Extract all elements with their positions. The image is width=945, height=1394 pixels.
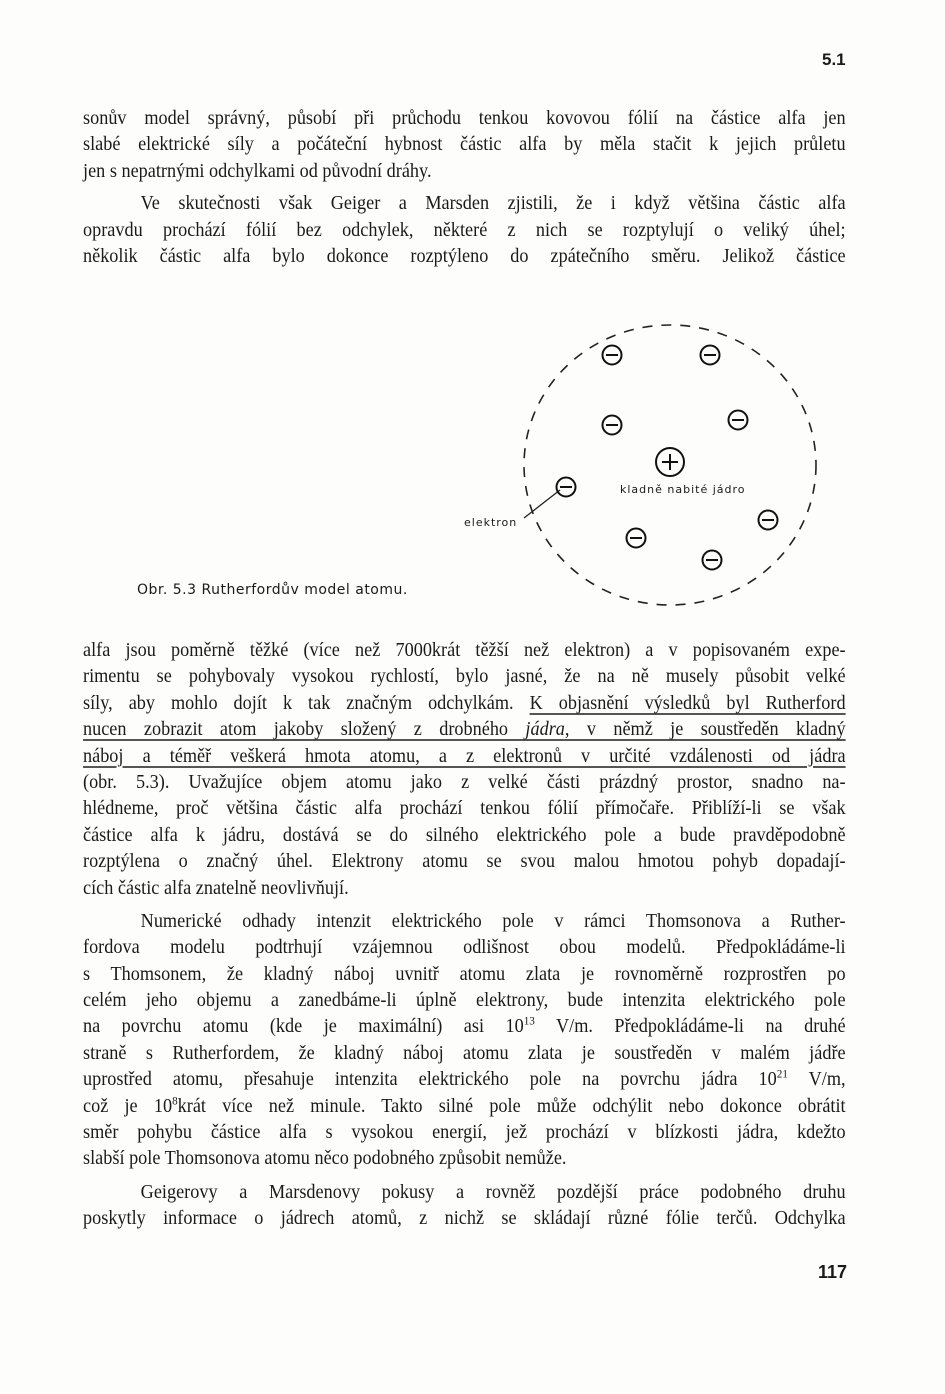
text-segment: (obr. 5.3). Uvažujíce objem atomu jako z velké části prázdný prostor, snadno na-	[83, 771, 846, 793]
text-segment: alfa jsou poměrně těžké (více než 7000krát těžší než elektron) a v popisovaném expe-	[83, 640, 846, 661]
text-segment: fordova modelu podtrhují vzájemnou odlišnost obou modelů. Předpokládáme-li	[83, 937, 846, 959]
rutherford-atom-figure	[0, 0, 945, 640]
text-line	[83, 796, 846, 822]
text-segment: sonův model správný, působí při průchodu tenkou kovovou fólií na částice alfa jen	[83, 108, 846, 129]
text-segment: krát více než minule. Takto silné pole může odchýlit nebo dokonce obrátit	[177, 1095, 846, 1117]
text-segment: jádra	[525, 719, 565, 741]
section-number: 5.1	[822, 50, 846, 69]
nucleus-label: kladně nabité jádro	[620, 483, 746, 496]
text-segment: opravdu prochází fólií bez odchylek, některé z nich se rozptylují o veliký úhel;	[83, 219, 846, 241]
paragraph	[83, 638, 846, 902]
text-segment: , v němž je soustředěn kladný	[564, 719, 846, 741]
superscript: 21	[776, 1066, 788, 1081]
text-segment: na povrchu atomu (kde je maximální) asi 10	[83, 1016, 524, 1038]
text-segment: což je 10	[83, 1095, 173, 1117]
electron-icon	[701, 346, 720, 365]
text-line	[83, 849, 846, 875]
text-segment: několik částic alfa bylo dokonce rozptýleno do zpátečního směru. Jelikož částice	[83, 245, 846, 267]
text-line	[83, 717, 846, 743]
text-line	[83, 1041, 846, 1067]
text-segment: rimentu se pohybovaly vysokou rychlostí, bylo jasné, že na ně musely působit velké	[83, 666, 846, 688]
figure-caption: Obr. 5.3 Rutherfordův model atomu.	[137, 582, 408, 598]
electron-icon	[603, 416, 622, 435]
text-segment: slabé elektrické síly a počáteční hybnost částic alfa by měla stačit k jejich průletu	[83, 134, 846, 156]
page-number: 117	[818, 1262, 848, 1282]
text-line	[83, 962, 846, 988]
text-segment: nucen zobrazit atom jakoby složený z drobného	[83, 719, 526, 741]
electron-icon	[729, 411, 748, 430]
text-segment: rozptýlena o značný úhel. Elektrony atomu se svou malou hmotou pohyb dopadají-	[83, 851, 846, 873]
text-line	[83, 988, 846, 1014]
text-line	[83, 664, 846, 690]
text-line	[83, 1014, 846, 1040]
text-line	[83, 1180, 846, 1206]
text-bottom	[83, 638, 846, 1233]
electron-icon	[627, 529, 646, 548]
superscript: 8	[172, 1093, 178, 1108]
text-segment: Numerické odhady intenzit elektrického pole v rámci Thomsonova a Ruther-	[140, 910, 846, 932]
text-segment: směr pohybu částice alfa s vysokou energií, jež prochází v blízkosti jádra, kdežto	[83, 1122, 846, 1144]
text-segment: V/m,	[787, 1069, 846, 1091]
text-segment: K objasnění výsledků byl Rutherford	[529, 692, 846, 714]
text-segment: cích částic alfa znatelně neovlivňují.	[83, 877, 349, 899]
electron-icon	[703, 551, 722, 570]
text-segment: hlédneme, proč většina částic alfa prochází tenkou fólií přímočaře. Přiblíží-li se však	[83, 798, 846, 820]
text-line	[83, 935, 846, 961]
text-segment: jen s nepatrnými odchylkami od původní dráhy.	[83, 160, 432, 182]
text-line	[83, 691, 846, 717]
superscript: 13	[523, 1013, 535, 1028]
paragraph	[83, 909, 846, 1173]
text-segment: celém jeho objemu a zanedbáme-li úplně elektrony, bude intenzita elektrického pole	[83, 990, 846, 1012]
electron-label: elektron	[464, 516, 518, 529]
text-line	[83, 876, 846, 902]
text-segment: Geigerovy a Marsdenovy pokusy a rovněž pozdější práce podobného druhu	[140, 1181, 846, 1203]
text-line	[83, 1094, 846, 1120]
text-line	[83, 1067, 846, 1093]
electron-icon	[557, 478, 576, 497]
text-line	[83, 1206, 846, 1232]
text-line	[83, 744, 846, 770]
text-segment: částice alfa k jádru, dostává se do silného elektrického pole a bude pravděpodobně	[83, 824, 846, 846]
text-line	[83, 823, 846, 849]
electron-pointer-line	[524, 490, 560, 518]
text-segment: slabší pole Thomsonova atomu něco podobného způsobit nemůže.	[83, 1148, 567, 1170]
nucleus-icon	[656, 448, 684, 476]
text-line	[83, 1146, 846, 1172]
paragraph	[83, 1180, 846, 1233]
text-line	[83, 638, 846, 664]
text-segment: síly, aby mohlo dojít k tak značným odchylkám.	[83, 692, 530, 714]
text-segment: V/m. Předpokládáme-li na druhé	[534, 1016, 846, 1038]
text-segment: straně s Rutherfordem, že kladný náboj atomu zlata je soustředěn v malém jádře	[83, 1042, 846, 1064]
text-line	[83, 770, 846, 796]
text-line	[83, 909, 846, 935]
electron-icon	[603, 346, 622, 365]
text-line	[83, 1120, 846, 1146]
electron-icon	[759, 511, 778, 530]
text-segment: s Thomsonem, že kladný náboj uvnitř atomu zlata je rovnoměrně rozprostřen po	[83, 963, 846, 985]
text-segment: náboj a téměř veškerá hmota atomu, a z elektronů v určité vzdálenosti od jádra	[83, 745, 846, 767]
text-segment: uprostřed atomu, přesahuje intenzita elektrického pole na povrchu jádra 10	[83, 1069, 777, 1091]
text-segment: poskytly informace o jádrech atomů, z nichž se skládají různé fólie terčů. Odchylka	[83, 1208, 846, 1230]
text-segment: Ve skutečnosti však Geiger a Marsden zjistili, že i když většina částic alfa	[140, 193, 846, 215]
